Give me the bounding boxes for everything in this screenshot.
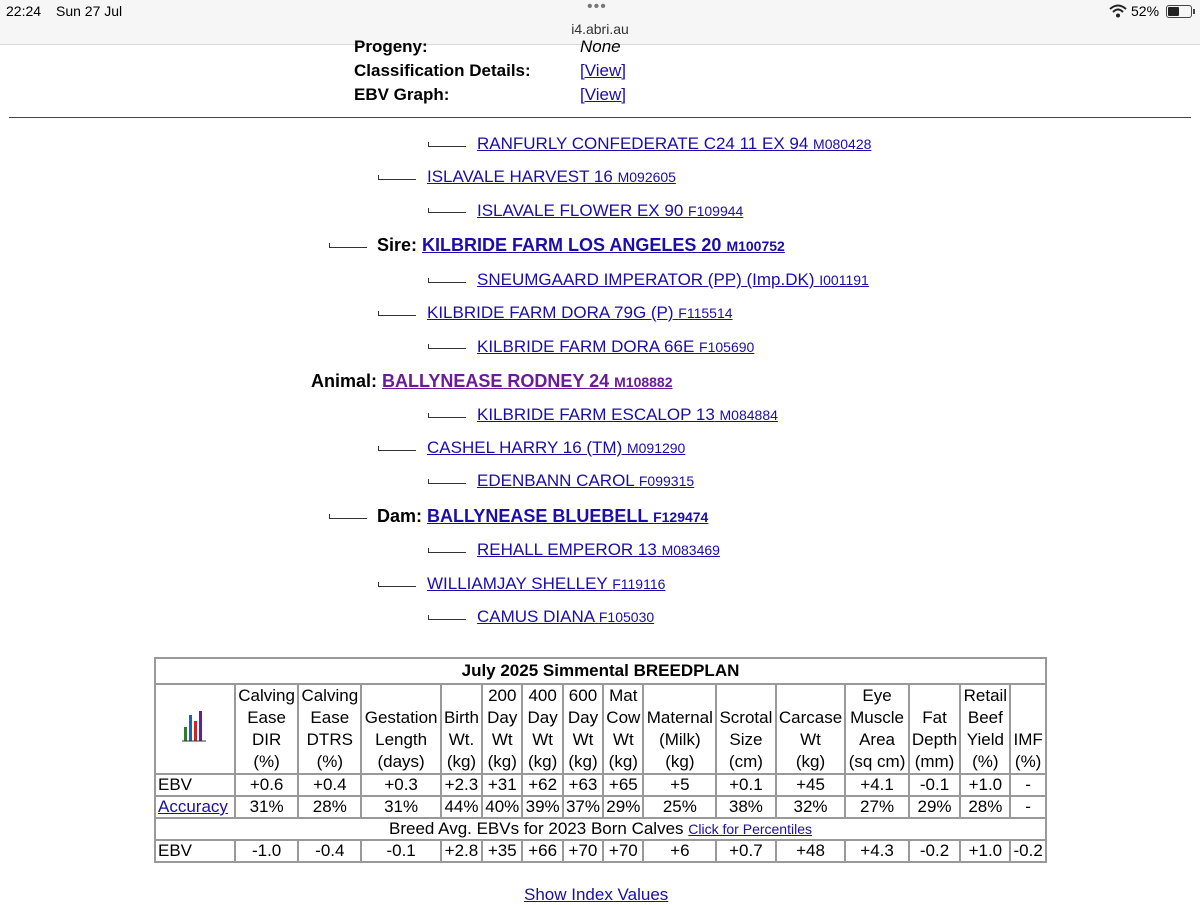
animal-link[interactable]: REHALL EMPEROR 13 M083469 bbox=[477, 540, 720, 559]
column-header-line bbox=[1013, 707, 1043, 729]
sire-link[interactable]: KILBRIDE FARM LOS ANGELES 20 M100752 bbox=[422, 235, 785, 255]
column-header-line: Wt bbox=[612, 730, 634, 749]
animal-link[interactable]: ISLAVALE FLOWER EX 90 F109944 bbox=[477, 201, 744, 220]
column-header bbox=[776, 684, 846, 774]
accuracy-value: 31% bbox=[361, 796, 440, 818]
column-header bbox=[1010, 684, 1046, 774]
column-header bbox=[909, 684, 961, 774]
pedigree-sire-sire-dam bbox=[477, 201, 743, 221]
accuracy-row bbox=[155, 796, 1046, 818]
status-time: 22:24 bbox=[6, 3, 42, 19]
tree-connector bbox=[428, 212, 466, 213]
column-header bbox=[298, 684, 361, 774]
column-header-line bbox=[444, 685, 479, 707]
accuracy-value: 28% bbox=[298, 796, 361, 818]
column-header-line: (cm) bbox=[728, 752, 763, 771]
pedigree-dam-dam-dam bbox=[477, 607, 654, 627]
ebv-graph-label: EBV Graph: bbox=[354, 85, 450, 104]
pedigree-animal bbox=[311, 371, 673, 392]
column-header bbox=[845, 684, 908, 774]
column-header-line: Ease bbox=[247, 708, 286, 727]
ebv-value: - bbox=[1010, 774, 1046, 796]
column-header-line: (%) bbox=[316, 752, 344, 771]
column-header-line: (mm) bbox=[914, 752, 955, 771]
ebv-value: +0.1 bbox=[716, 774, 775, 796]
column-header-line: (kg) bbox=[446, 752, 477, 771]
accuracy-value: 39% bbox=[522, 796, 562, 818]
pedigree-sire bbox=[377, 235, 785, 256]
tree-connector bbox=[329, 518, 367, 519]
column-header-line: (sq cm) bbox=[848, 752, 906, 771]
column-header-line: Depth bbox=[911, 730, 958, 749]
column-header-line: (kg) bbox=[568, 752, 598, 771]
pedigree-dam-sire-sire bbox=[477, 405, 778, 425]
column-header-line: (days) bbox=[377, 752, 425, 771]
tree-connector bbox=[378, 179, 416, 180]
battery-percent: 52% bbox=[1131, 3, 1160, 19]
avg-ebv-value: +0.7 bbox=[716, 840, 775, 862]
column-header-line: Mat bbox=[609, 686, 638, 705]
tree-connector bbox=[378, 450, 416, 451]
animal-link[interactable]: KILBRIDE FARM ESCALOP 13 M084884 bbox=[477, 405, 778, 424]
column-header-line: Maternal bbox=[646, 708, 713, 727]
column-header-line: Area bbox=[859, 730, 896, 749]
animal-link[interactable]: RANFURLY CONFEDERATE C24 11 EX 94 M080428 bbox=[477, 134, 872, 153]
column-header bbox=[563, 684, 603, 774]
column-header-line: Day bbox=[487, 708, 518, 727]
progeny-label: Progeny: bbox=[354, 37, 428, 56]
column-header-line: Fat bbox=[922, 708, 947, 727]
ebv-table-title: July 2025 Simmental BREEDPLAN bbox=[155, 658, 1046, 684]
column-header-line: (kg) bbox=[527, 752, 558, 771]
show-index-values-link[interactable]: Show Index Values bbox=[524, 885, 669, 904]
tree-connector bbox=[428, 483, 466, 484]
ebv-row-label: EBV bbox=[155, 774, 235, 796]
column-header-line: 400 bbox=[528, 686, 557, 705]
percentiles-link[interactable]: Click for Percentiles bbox=[688, 821, 812, 837]
accuracy-link-cell[interactable] bbox=[155, 796, 235, 818]
breed-avg-row bbox=[155, 818, 1046, 840]
avg-ebv-value: +4.3 bbox=[845, 840, 908, 862]
tree-connector bbox=[428, 146, 466, 147]
ebv-value: -0.1 bbox=[909, 774, 961, 796]
column-header-line: Cow bbox=[606, 708, 641, 727]
animal-label: Animal: bbox=[311, 371, 378, 391]
animal-link[interactable]: SNEUMGAARD IMPERATOR (PP) (Imp.DK) I001191 bbox=[477, 270, 869, 289]
pedigree-sire-sire bbox=[427, 167, 676, 187]
animal-link[interactable]: CAMUS DIANA F105030 bbox=[477, 607, 655, 626]
accuracy-value: 25% bbox=[643, 796, 716, 818]
column-header-line: Size bbox=[729, 730, 763, 749]
column-header-line: 200 bbox=[488, 686, 517, 705]
column-header-line: Eye bbox=[862, 686, 892, 705]
column-header-line: DIR bbox=[251, 730, 282, 749]
pedigree-dam-sire bbox=[427, 438, 685, 458]
column-header-line: (kg) bbox=[665, 752, 695, 771]
avg-ebv-value: -0.4 bbox=[298, 840, 361, 862]
animal-link[interactable]: CASHEL HARRY 16 (TM) M091290 bbox=[427, 438, 686, 457]
column-header-line: Scrotal bbox=[719, 708, 773, 727]
ebv-value: +0.4 bbox=[298, 774, 361, 796]
column-header-line: Calving bbox=[301, 686, 359, 705]
column-header bbox=[603, 684, 643, 774]
column-header-line: Length bbox=[375, 730, 428, 749]
ebv-value: +65 bbox=[603, 774, 643, 796]
avg-ebv-value: +66 bbox=[522, 840, 562, 862]
avg-ebv-value: +35 bbox=[482, 840, 522, 862]
column-header-line: Yield bbox=[966, 730, 1004, 749]
column-header-line: Gestation bbox=[364, 708, 438, 727]
column-header-line: Wt bbox=[572, 730, 594, 749]
ebv-value: +1.0 bbox=[960, 774, 1010, 796]
column-header-line: Carcase bbox=[778, 708, 843, 727]
wifi-icon bbox=[1109, 4, 1127, 18]
ebv-value: +62 bbox=[522, 774, 562, 796]
column-header-line: (kg) bbox=[795, 752, 826, 771]
pedigree-sire-sire-sire bbox=[477, 134, 871, 154]
animal-link[interactable]: KILBRIDE FARM DORA 79G (P) F115514 bbox=[427, 303, 733, 322]
column-header-line bbox=[912, 685, 958, 707]
ebv-row bbox=[155, 774, 1046, 796]
tree-connector bbox=[378, 586, 416, 587]
status-date: Sun 27 Jul bbox=[56, 3, 123, 19]
pedigree-dam-dam bbox=[427, 574, 665, 594]
tree-connector bbox=[329, 247, 367, 248]
column-header-line: (Milk) bbox=[659, 730, 701, 749]
column-header-line bbox=[364, 685, 437, 707]
column-header bbox=[361, 684, 440, 774]
column-header-line: (kg) bbox=[487, 752, 517, 771]
column-header bbox=[522, 684, 562, 774]
avg-ebv-value: +70 bbox=[603, 840, 643, 862]
ebv-value: +2.3 bbox=[441, 774, 482, 796]
pedigree-dam-sire-dam bbox=[477, 471, 694, 491]
tree-connector bbox=[428, 619, 466, 620]
column-header bbox=[716, 684, 775, 774]
column-header-line: Beef bbox=[967, 708, 1003, 727]
column-header bbox=[235, 684, 298, 774]
column-header bbox=[643, 684, 716, 774]
accuracy-value: 38% bbox=[716, 796, 775, 818]
animal-link[interactable]: KILBRIDE FARM DORA 66E F105690 bbox=[477, 337, 755, 356]
animal-link[interactable]: EDENBANN CAROL F099315 bbox=[477, 471, 695, 490]
pedigree-sire-dam-dam bbox=[477, 337, 754, 357]
more-dots-icon[interactable]: ••• bbox=[587, 0, 607, 15]
animal-self-link[interactable]: BALLYNEASE RODNEY 24 M108882 bbox=[382, 371, 673, 391]
classification-label: Classification Details: bbox=[354, 61, 531, 80]
accuracy-value: 44% bbox=[441, 796, 482, 818]
column-header-line bbox=[646, 685, 713, 707]
pedigree-dam bbox=[377, 506, 708, 527]
accuracy-value: 28% bbox=[960, 796, 1010, 818]
avg-ebv-value: +1.0 bbox=[960, 840, 1010, 862]
dam-label: Dam: bbox=[377, 506, 423, 526]
column-header-line: Birth bbox=[443, 708, 479, 727]
accuracy-value: 29% bbox=[603, 796, 643, 818]
accuracy-link[interactable]: Accuracy bbox=[158, 797, 228, 816]
tree-connector bbox=[428, 417, 466, 418]
column-header-line: (%) bbox=[972, 752, 999, 771]
avg-ebv-value: +48 bbox=[776, 840, 846, 862]
tree-connector bbox=[428, 552, 466, 553]
column-header-line: Ease bbox=[310, 708, 350, 727]
column-header-line: 600 bbox=[568, 686, 598, 705]
ebv-header-row bbox=[155, 684, 1046, 774]
column-header-line: Day bbox=[527, 708, 558, 727]
column-header-line: Wt bbox=[800, 730, 821, 749]
accuracy-value: 29% bbox=[909, 796, 961, 818]
column-header bbox=[960, 684, 1010, 774]
ebv-value: +45 bbox=[776, 774, 846, 796]
avg-ebv-value: -0.2 bbox=[1010, 840, 1046, 862]
address-url[interactable]: i4.abri.au bbox=[571, 21, 629, 37]
avg-ebv-row bbox=[155, 840, 1046, 862]
animal-link[interactable]: ISLAVALE HARVEST 16 M092605 bbox=[427, 167, 676, 186]
accuracy-value: 40% bbox=[482, 796, 522, 818]
pedigree-dam-dam-sire bbox=[477, 540, 720, 560]
breed-avg-cell bbox=[155, 818, 1046, 840]
avg-ebv-value: -1.0 bbox=[235, 840, 298, 862]
column-header-line: Day bbox=[567, 708, 599, 727]
ebv-value: +0.3 bbox=[361, 774, 440, 796]
column-header-line: IMF bbox=[1013, 730, 1043, 749]
pedigree-sire-dam bbox=[427, 303, 733, 323]
ebv-value: +5 bbox=[643, 774, 716, 796]
column-header-line: (kg) bbox=[608, 752, 638, 771]
accuracy-value: 31% bbox=[235, 796, 298, 818]
animal-link[interactable]: WILLIAMJAY SHELLEY F119116 bbox=[427, 574, 666, 593]
tree-connector bbox=[378, 315, 416, 316]
column-header-line bbox=[779, 685, 843, 707]
column-header-line: Calving bbox=[238, 686, 295, 705]
tree-connector bbox=[428, 348, 466, 349]
column-header-line: DTRS bbox=[306, 730, 353, 749]
classification-view-link[interactable]: [View] bbox=[580, 61, 626, 80]
graph-icon-cell[interactable] bbox=[155, 684, 235, 774]
avg-ebv-value: +2.8 bbox=[441, 840, 482, 862]
pedigree-sire-dam-sire bbox=[477, 270, 869, 290]
tree-connector bbox=[428, 282, 466, 283]
column-header bbox=[441, 684, 482, 774]
column-header-line: (%) bbox=[1014, 752, 1042, 771]
avg-ebv-value: +6 bbox=[643, 840, 716, 862]
column-header-line bbox=[1013, 685, 1043, 707]
avg-ebv-row-label: EBV bbox=[155, 840, 235, 862]
ebv-graph-view-link[interactable]: [View] bbox=[580, 85, 626, 104]
avg-ebv-value: -0.1 bbox=[361, 840, 440, 862]
sire-label: Sire: bbox=[377, 235, 418, 255]
column-header-line: Retail bbox=[963, 686, 1008, 705]
column-header-line: Wt. bbox=[448, 730, 475, 749]
ebv-table bbox=[154, 657, 1047, 863]
column-header-line: Wt bbox=[532, 730, 554, 749]
column-header-line: Muscle bbox=[850, 708, 904, 727]
progeny-value: None bbox=[580, 37, 621, 56]
column-header-line: (%) bbox=[253, 752, 280, 771]
avg-ebv-value: +70 bbox=[563, 840, 603, 862]
accuracy-value: - bbox=[1010, 796, 1046, 818]
accuracy-value: 27% bbox=[845, 796, 908, 818]
column-header bbox=[482, 684, 522, 774]
ebv-value: +31 bbox=[482, 774, 522, 796]
column-header-line bbox=[719, 685, 772, 707]
ebv-value: +0.6 bbox=[235, 774, 298, 796]
accuracy-value: 32% bbox=[776, 796, 846, 818]
ebv-value: +63 bbox=[563, 774, 603, 796]
accuracy-value: 37% bbox=[563, 796, 603, 818]
bar-graph-icon[interactable] bbox=[182, 709, 208, 743]
ebv-value: +4.1 bbox=[845, 774, 908, 796]
avg-ebv-value: -0.2 bbox=[909, 840, 961, 862]
divider bbox=[9, 117, 1191, 118]
dam-link[interactable]: BALLYNEASE BLUEBELL F129474 bbox=[427, 506, 709, 526]
breed-avg-text: Breed Avg. EBVs for 2023 Born Calves bbox=[389, 819, 684, 838]
battery-icon bbox=[1166, 5, 1192, 18]
column-header-line: Wt bbox=[491, 730, 513, 749]
